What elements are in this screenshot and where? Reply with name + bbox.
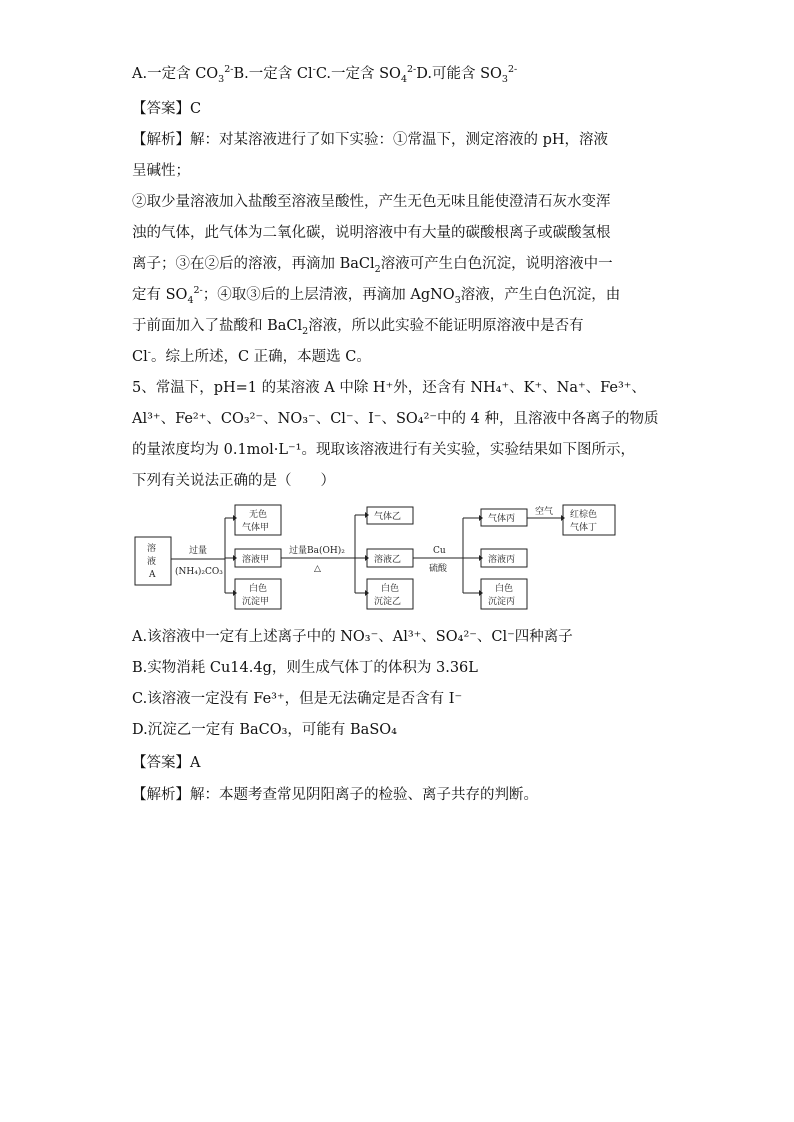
- solution-yi-label: 溶液乙: [374, 555, 402, 565]
- q4-analysis-line-1: 【解析】解：对某溶液进行了如下实验：①常温下，测定溶液的 pH，溶液: [132, 132, 609, 148]
- text-run: 。综上所述，C 正确，本题选 C。: [150, 349, 371, 365]
- q4-analysis-line-2: 呈碱性；: [132, 163, 190, 179]
- q5-stem-line-3: 的量浓度均为 0.1mol·L⁻¹。现取该溶液进行有关实验，实验结果如下图所示，: [132, 442, 635, 458]
- text-run: 于前面加入了盐酸和 BaCl: [132, 318, 303, 334]
- precipitate-yi-label-1: 白色: [381, 584, 400, 594]
- subscript: 4: [400, 73, 407, 85]
- q5-answer: 【答案】A: [132, 755, 201, 771]
- q5-analysis: 【解析】解：本题考查常见阴阳离子的检验、离子共存的判断。: [132, 787, 538, 803]
- start-label-3: A: [149, 570, 156, 580]
- q5-stem-line-1: 5、常温下，pH=1 的某溶液 A 中除 H⁺外，还含有 NH₄⁺、K⁺、Na⁺、Fe³⁺、: [132, 380, 646, 396]
- gas-ding-label-1: 红棕色: [570, 510, 598, 520]
- q4-option-b: B.一定含 Cl: [233, 66, 313, 82]
- precipitate-jia-label-2: 沉淀甲: [242, 597, 270, 607]
- precipitate-yi-label-2: 沉淀乙: [374, 597, 402, 607]
- q5-stem-line-2: Al³⁺、Fe²⁺、CO₃²⁻、NO₃⁻、Cl⁻、I⁻、SO₄²⁻中的 4 种，且溶液中各离子的物质: [132, 411, 659, 427]
- start-label-2: 液: [147, 557, 157, 567]
- precipitate-bing-label-2: 沉淀丙: [488, 597, 516, 607]
- gas-jia-label-2: 气体甲: [242, 523, 270, 533]
- text-run: 溶液可产生白色沉淀，说明溶液中一: [380, 256, 613, 272]
- q5-option-c: C.该溶液一定没有 Fe³⁺，但是无法确定是否含有 I⁻: [132, 691, 463, 707]
- q4-options-line: [132, 64, 517, 84]
- q4-analysis-line-4: 浊的气体，此气体为二氧化碳，说明溶液中有大量的碳酸根离子或碳酸氢根: [132, 225, 611, 241]
- q4-option-c: C.一定含 SO: [315, 66, 401, 82]
- step2-reagent-top: 过量Ba(OH)₂: [289, 546, 345, 556]
- text-run: ；④取③后的上层清液，再滴加 AgNO: [202, 287, 455, 303]
- text-run: 溶液，产生白色沉淀，由: [460, 287, 621, 303]
- superscript: 2-: [507, 64, 518, 76]
- subscript: 3: [501, 73, 508, 85]
- superscript: 2-: [224, 64, 234, 76]
- superscript: 2-: [193, 285, 203, 297]
- step3-reagent-top: Cu: [433, 546, 446, 556]
- solution-bing-label: 溶液丙: [488, 555, 516, 565]
- text-run: 溶液，所以此实验不能证明原溶液中是否有: [308, 318, 584, 334]
- step4-reagent-top: 空气: [535, 507, 554, 517]
- step2-reagent-bottom: △: [314, 564, 321, 574]
- subscript: 2: [374, 263, 381, 275]
- q5-option-a: A.该溶液中一定有上述离子中的 NO₃⁻、Al³⁺、SO₄²⁻、Cl⁻四种离子: [132, 629, 573, 645]
- text-run: 离子；③在②后的溶液，再滴加 BaCl: [132, 256, 375, 272]
- q4-option-a: A.一定含 CO: [132, 66, 219, 82]
- precipitate-bing-label-1: 白色: [495, 584, 514, 594]
- q4-option-d: D.可能含 SO: [416, 66, 502, 82]
- subscript: 2: [302, 325, 309, 337]
- solution-jia-label: 溶液甲: [242, 555, 270, 565]
- precipitate-jia-label-1: 白色: [249, 584, 268, 594]
- superscript: 2-: [406, 64, 417, 76]
- q5-stem-line-4: 下列有关说法正确的是（ ）: [132, 473, 335, 489]
- subscript: 3: [218, 73, 225, 85]
- start-label-1: 溶: [147, 544, 157, 554]
- step3-reagent-bottom: 硫酸: [429, 564, 448, 574]
- gas-jia-label-1: 无色: [249, 510, 268, 520]
- superscript: -: [147, 347, 151, 359]
- gas-yi-label: 气体乙: [374, 512, 402, 522]
- q4-analysis-line-8: [132, 347, 371, 367]
- step1-reagent-bottom: (NH₄)₂CO₃: [175, 567, 223, 577]
- subscript: 4: [187, 294, 194, 306]
- subscript: 3: [454, 294, 461, 306]
- gas-ding-label-2: 气体丁: [570, 523, 598, 533]
- q4-analysis-line-6: [132, 285, 620, 305]
- experiment-flow-diagram: [133, 503, 623, 615]
- q4-analysis-line-7: [132, 316, 584, 336]
- text-run: Cl: [132, 349, 148, 365]
- superscript: -: [312, 64, 316, 76]
- step1-reagent-top: 过量: [189, 546, 208, 556]
- q4-analysis-line-5: [132, 254, 613, 274]
- q5-option-d: D.沉淀乙一定有 BaCO₃，可能有 BaSO₄: [132, 722, 397, 738]
- gas-bing-label: 气体丙: [488, 514, 516, 524]
- text-run: 定有 SO: [132, 287, 188, 303]
- q4-answer: 【答案】C: [132, 101, 202, 117]
- q4-analysis-line-3: ②取少量溶液加入盐酸至溶液呈酸性，产生无色无味且能使澄清石灰水变浑: [132, 194, 611, 210]
- q5-option-b: B.实物消耗 Cu14.4g，则生成气体丁的体积为 3.36L: [132, 660, 478, 676]
